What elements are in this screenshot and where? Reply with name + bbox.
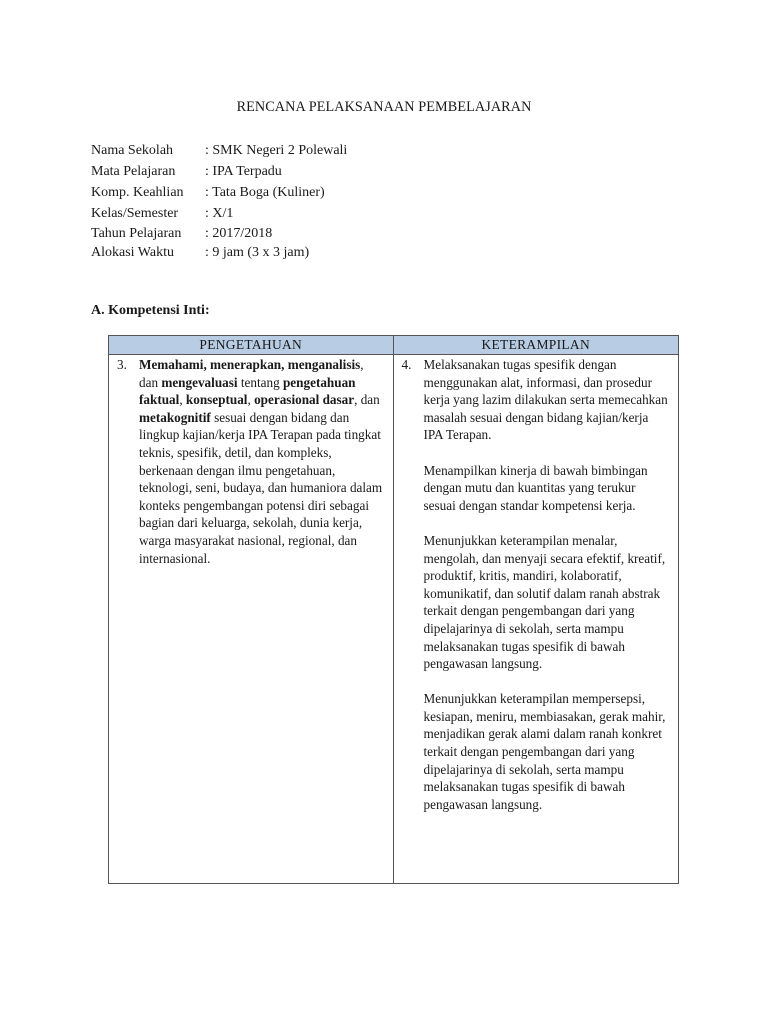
text-bold: konseptual: [185, 392, 248, 408]
text-bold: metakognitif: [139, 409, 211, 425]
paragraph: Menunjukkan keterampilan menalar, mengolah, dan menyaji secara efektif, kreatif, produktif, kritis, mandiri, kolaboratif, komunikatif, dan solutif dalam ranah abstrak terkait dengan pengembangan dari yang dipelajarinya di sekolah, serta mampu melaksanakan tugas spesifik di bawah pengawasan langsung.: [423, 532, 666, 672]
info-value: : Tata Boga (Kuliner): [205, 185, 325, 200]
keterampilan-text: [424, 356, 679, 813]
info-value: : 9 jam (3 x 3 jam): [205, 245, 310, 260]
table-row: [109, 355, 679, 884]
text-segment: sesuai dengan bidang dan lingkup kajian/kerja IPA Terapan pada tingkat teknis, spesifik, detil, dan kompleks, berkenaan dengan ilmu pengetahuan, teknologi, seni, budaya, dan humaniora dalam konteks pengembangan potensi diri sebagai bagian dari keluarga, sekolah, dunia kerja, warga masyarakat nasional, regional, dan internasional.: [139, 409, 383, 566]
text-bold: Memahami, menerapkan,: [139, 357, 285, 372]
info-row-time: [91, 243, 347, 262]
info-value: : SMK Negeri 2 Polewali: [205, 143, 348, 158]
info-value: : IPA Terpadu: [205, 164, 282, 179]
pengetahuan-cell: [109, 355, 394, 884]
info-label: Komp. Keahlian: [91, 185, 184, 200]
paragraph: Menampilkan kinerja di bawah bimbingan dengan mutu dan kuantitas yang terukur sesuai dengan standar kompetensi kerja.: [423, 462, 648, 513]
text-bold: menganalisis: [287, 357, 361, 372]
info-value: : X/1: [205, 206, 234, 221]
info-label: Alokasi Waktu: [91, 245, 174, 260]
paragraph: Menunjukkan keterampilan mempersepsi, kesiapan, meniru, membiasakan, gerak mahir, menjadikan gerak alami dalam ranah konkret terkait dengan pengembangan dari yang dipelajarinya di sekolah, serta mampu melaksanakan tugas spesifik di bawah pengawasan langsung.: [423, 691, 666, 812]
item-number: 4.: [401, 357, 412, 372]
info-label: Mata Pelajaran: [91, 164, 176, 179]
info-label: Tahun Pelajaran: [91, 226, 182, 241]
header-pengetahuan: PENGETAHUAN: [109, 336, 394, 355]
keterampilan-cell: [393, 355, 679, 884]
identity-block: [91, 140, 347, 262]
table-header-row: [109, 336, 679, 355]
section-heading: A. Kompetensi Inti:: [91, 303, 210, 318]
document-title: RENCANA PELAKSANAAN PEMBELAJARAN: [236, 99, 532, 115]
text-segment: , dan: [354, 392, 380, 408]
text-bold: mengevaluasi: [161, 374, 238, 390]
kompetensi-inti-table: [108, 335, 679, 884]
text-segment: ,: [179, 392, 186, 408]
info-row-competency: [91, 182, 347, 203]
pengetahuan-text: [139, 356, 393, 567]
info-row-year: [91, 224, 347, 243]
info-row-subject: [91, 161, 347, 182]
header-keterampilan: KETERAMPILAN: [393, 336, 679, 355]
info-label: Nama Sekolah: [91, 143, 174, 158]
info-row-class: [91, 203, 347, 224]
info-label: Kelas/Semester: [91, 206, 179, 221]
text-bold: operasional dasar: [254, 392, 355, 408]
paragraph: Melaksanakan tugas spesifik dengan menggunakan alat, informasi, dan prosedur kerja yang lazim dilakukan serta memecahkan masalah sesuai dengan bidang kajian/kerja IPA Terapan.: [423, 357, 668, 443]
text-segment: tentang: [237, 374, 283, 390]
item-number: 3.: [117, 357, 127, 372]
info-row-school: [91, 140, 347, 161]
text-bold: pengetahuan faktual: [139, 374, 356, 408]
text-segment: , dan: [139, 357, 364, 390]
text-segment: ,: [247, 392, 255, 408]
info-value: : 2017/2018: [205, 226, 273, 241]
